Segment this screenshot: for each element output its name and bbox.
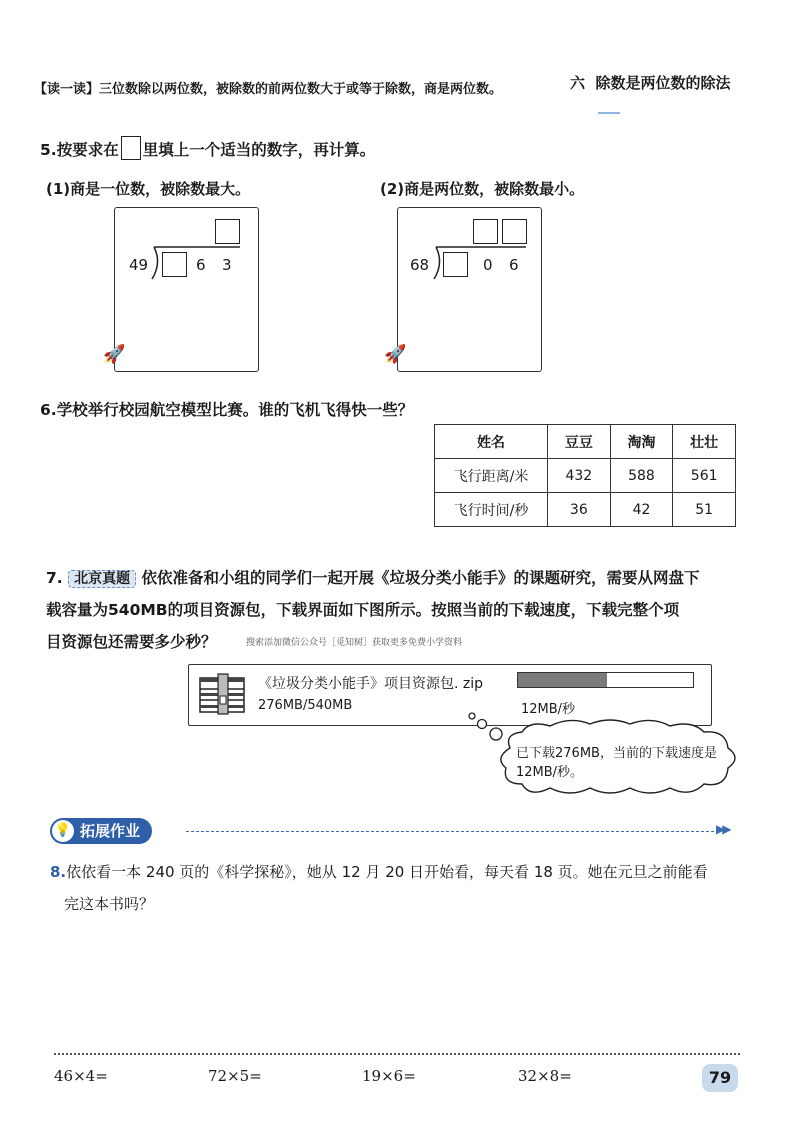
q7-highlight: 540MB <box>108 601 168 619</box>
reading-tip <box>34 78 502 97</box>
oral-calc: 46×4= <box>54 1067 108 1085</box>
tip-text: 三位数除以两位数，被除数的前两位数大于或等于除数，商是两位数。 <box>99 82 503 97</box>
dividend-digit: 0 <box>483 256 493 274</box>
table-cell: 36 <box>548 493 611 527</box>
q7-line-1 <box>46 562 746 594</box>
question-text-before: 按要求在 <box>56 141 119 159</box>
table-row-label: 飞行时间/秒 <box>435 493 548 527</box>
dividend-digit-box[interactable] <box>443 252 468 277</box>
table-header-cell: 淘淘 <box>610 425 673 459</box>
download-progress-bar <box>517 672 694 688</box>
table-cell: 432 <box>548 459 611 493</box>
table-header-cell: 壮壮 <box>673 425 736 459</box>
tip-label: 【读一读】 <box>34 82 100 97</box>
download-file-name: 《垃圾分类小能手》项目资源包. zip <box>258 676 484 692</box>
dividend-digit-box[interactable] <box>162 252 187 277</box>
quotient-box[interactable] <box>502 219 527 244</box>
table-cell: 561 <box>673 459 736 493</box>
dividend-digit: 3 <box>222 256 232 274</box>
divisor: 49 <box>129 256 149 274</box>
dividend-digit: 6 <box>196 256 206 274</box>
question-number: 7. <box>46 569 63 587</box>
download-size: 276MB/540MB <box>258 698 353 713</box>
table-header-cell: 豆豆 <box>548 425 611 459</box>
table-row <box>435 493 736 527</box>
oral-calc: 32×8= <box>518 1067 572 1085</box>
q7-text: 的项目资源包，下载界面如下图所示。按照当前的下载速度，下载完整个项 <box>167 601 680 619</box>
q7-line-2 <box>46 594 746 626</box>
chapter-title <box>570 72 730 93</box>
footer-divider <box>54 1053 740 1055</box>
table-cell: 51 <box>673 493 736 527</box>
q7-text: 依依准备和小组的同学们一起开展《垃圾分类小能手》的课题研究，需要从网盘下 <box>141 569 700 587</box>
lightbulb-icon: 💡 <box>52 820 74 842</box>
chapter-underline <box>598 112 620 114</box>
rocket-icon: 🚀 <box>384 344 407 365</box>
table-cell: 588 <box>610 459 673 493</box>
chapter-name: 除数是两位数的除法 <box>595 74 731 92</box>
beijing-exam-tag: 北京真题 <box>68 570 136 588</box>
quotient-box[interactable] <box>215 219 240 244</box>
question-number: 8. <box>50 863 67 881</box>
banner-dashed-line <box>186 831 714 832</box>
question-number: 5. <box>40 141 57 159</box>
oral-calc: 72×5= <box>208 1067 262 1085</box>
table-header-cell: 姓名 <box>435 425 548 459</box>
rocket-icon: 🚀 <box>103 344 126 365</box>
q5-part1-label: (1)商是一位数，被除数最大。 <box>46 180 251 198</box>
archive-icon <box>198 670 248 716</box>
page-number: 79 <box>702 1064 738 1092</box>
oral-calc: 19×6= <box>362 1067 416 1085</box>
q7-text: 载容量为 <box>46 601 109 619</box>
table-cell: 42 <box>610 493 673 527</box>
q8-line-1 <box>50 856 750 888</box>
chapter-number: 六 <box>570 74 586 92</box>
question-8 <box>50 856 750 920</box>
table-row-label: 飞行距离/米 <box>435 459 548 493</box>
q8-text: 完这本书吗？ <box>64 895 155 913</box>
extension-banner: 拓展作业 <box>50 818 152 844</box>
bubble-text: 已下载276MB，当前的下载速度是12MB/秒。 <box>516 746 717 780</box>
q5-part2-label: (2)商是两位数，被除数最小。 <box>380 180 585 198</box>
download-speed: 12MB/秒 <box>521 702 576 717</box>
flight-data-table <box>434 424 736 527</box>
watermark-text: 搜索添加微信公众号［觅知树］获取更多免费小学资料 <box>246 638 463 648</box>
double-arrow-icon: ▶▶ <box>716 822 729 836</box>
table-header-row <box>435 425 736 459</box>
question-6 <box>40 398 413 420</box>
quotient-box[interactable] <box>473 219 498 244</box>
q7-text: 目资源包还需要多少秒？ <box>46 633 217 651</box>
divisor: 68 <box>410 256 430 274</box>
table-row <box>435 459 736 493</box>
question-number: 6. <box>40 401 57 419</box>
q8-line-2 <box>50 888 750 920</box>
question-text: 学校举行校园航空模型比赛。谁的飞机飞得快一些？ <box>56 401 414 419</box>
question-text-after: 里填上一个适当的数字，再计算。 <box>142 141 376 159</box>
q8-text: 依依看一本 240 页的《科学探秘》，她从 12 月 20 日开始看，每天看 18 页。她在元旦之前能看 <box>66 863 708 881</box>
dividend-digit: 6 <box>509 256 519 274</box>
answer-box-sample <box>121 136 141 160</box>
download-progress-fill <box>518 673 607 687</box>
question-5 <box>40 136 375 160</box>
